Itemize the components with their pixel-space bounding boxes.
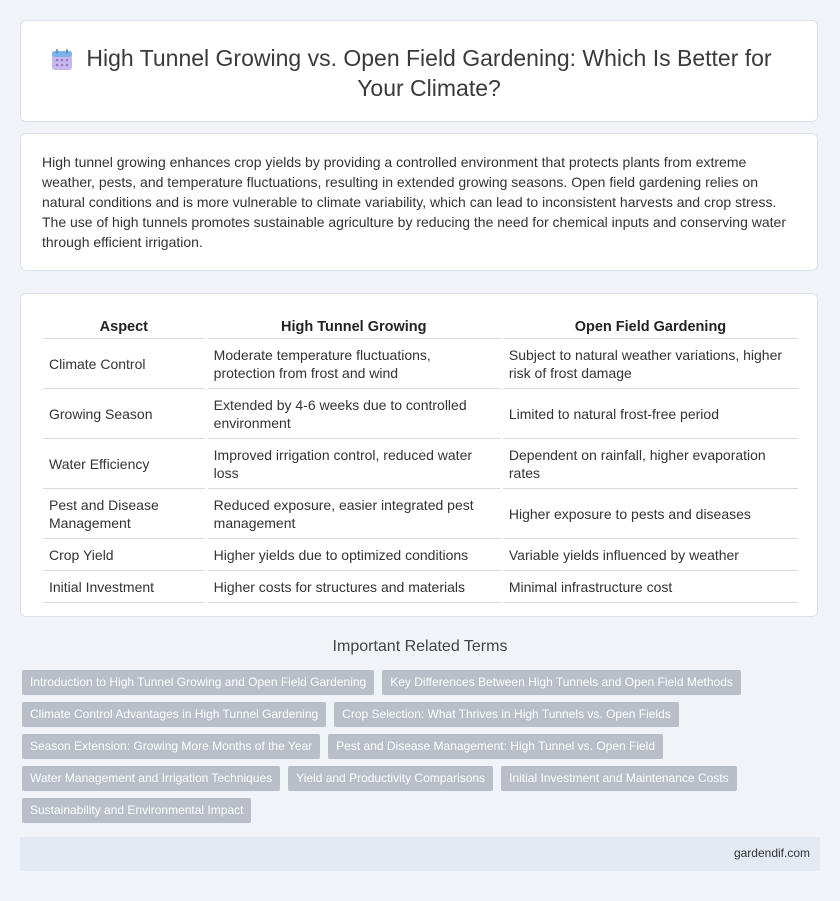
table-cell: Moderate temperature fluctuations, protection from frost and wind xyxy=(206,339,501,389)
comparison-card xyxy=(20,293,818,617)
table-cell: Higher costs for structures and materials xyxy=(206,571,501,603)
title-card xyxy=(20,20,818,122)
table-row xyxy=(43,339,798,389)
intro-paragraph: High tunnel growing enhances crop yields by providing a controlled environment that protects plants from extreme weather, pests, and temperature fluctuations, resulting in extended growing seasons. Open field gardening relies on natural conditions and is more vulnerable to climate variability, which can lead to inconsistent harvests and crop stress. The use of high tunnels promotes sustainable agriculture by reducing the need for chemical inputs and conserving water through efficient irrigation. xyxy=(42,154,786,250)
table-row xyxy=(43,489,798,539)
table-cell: Minimal infrastructure cost xyxy=(501,571,798,603)
tag-row xyxy=(22,670,802,695)
tag-row xyxy=(22,734,802,759)
related-term-tag[interactable]: Crop Selection: What Thrives in High Tunnels vs. Open Fields xyxy=(334,702,679,727)
related-term-tag[interactable]: Yield and Productivity Comparisons xyxy=(288,766,493,791)
table-cell: Improved irrigation control, reduced water loss xyxy=(206,439,501,489)
header-high-tunnel: High Tunnel Growing xyxy=(206,314,501,339)
table-cell: Higher yields due to optimized conditions xyxy=(206,539,501,571)
header-open-field: Open Field Gardening xyxy=(501,314,798,339)
table-cell: Crop Yield xyxy=(43,539,206,571)
intro-card xyxy=(20,133,818,271)
table-cell: Variable yields influenced by weather xyxy=(501,539,798,571)
page-title: High Tunnel Growing vs. Open Field Gardening: Which Is Better for Your Climate? xyxy=(86,45,772,101)
table-row xyxy=(43,439,798,489)
related-term-tag[interactable]: Water Management and Irrigation Techniques xyxy=(22,766,280,791)
related-term-tag[interactable]: Sustainability and Environmental Impact xyxy=(22,798,251,823)
related-term-tag[interactable]: Season Extension: Growing More Months of the Year xyxy=(22,734,320,759)
table-cell: Climate Control xyxy=(43,339,206,389)
tag-row xyxy=(22,798,802,823)
header-aspect: Aspect xyxy=(43,314,206,339)
table-cell: Initial Investment xyxy=(43,571,206,603)
table-cell: Extended by 4-6 weeks due to controlled environment xyxy=(206,389,501,439)
footer-site-name[interactable]: gardendif.com xyxy=(733,846,810,860)
table-row xyxy=(43,539,798,571)
table-header-row xyxy=(43,314,798,339)
footer xyxy=(20,837,820,871)
related-term-tag[interactable]: Introduction to High Tunnel Growing and Open Field Gardening xyxy=(22,670,374,695)
related-term-tag[interactable]: Key Differences Between High Tunnels and Open Field Methods xyxy=(382,670,741,695)
table-cell: Dependent on rainfall, higher evaporation rates xyxy=(501,439,798,489)
table-cell: Reduced exposure, easier integrated pest management xyxy=(206,489,501,539)
related-term-tag[interactable]: Climate Control Advantages in High Tunnel Gardening xyxy=(22,702,326,727)
tag-row xyxy=(22,766,802,791)
calendar-grid-icon xyxy=(49,47,75,73)
table-row xyxy=(43,571,798,603)
tag-row xyxy=(22,702,802,727)
table-cell: Subject to natural weather variations, higher risk of frost damage xyxy=(501,339,798,389)
table-cell: Higher exposure to pests and diseases xyxy=(501,489,798,539)
title-wrap xyxy=(21,43,817,103)
comparison-table xyxy=(43,314,798,603)
table-cell: Limited to natural frost-free period xyxy=(501,389,798,439)
table-cell: Growing Season xyxy=(43,389,206,439)
related-term-tag[interactable]: Initial Investment and Maintenance Costs xyxy=(501,766,736,791)
related-terms-heading: Important Related Terms xyxy=(332,638,508,655)
related-terms-list xyxy=(22,670,802,830)
table-cell: Water Efficiency xyxy=(43,439,206,489)
table-row xyxy=(43,389,798,439)
related-term-tag[interactable]: Pest and Disease Management: High Tunnel vs. Open Field xyxy=(328,734,663,759)
table-cell: Pest and Disease Management xyxy=(43,489,206,539)
